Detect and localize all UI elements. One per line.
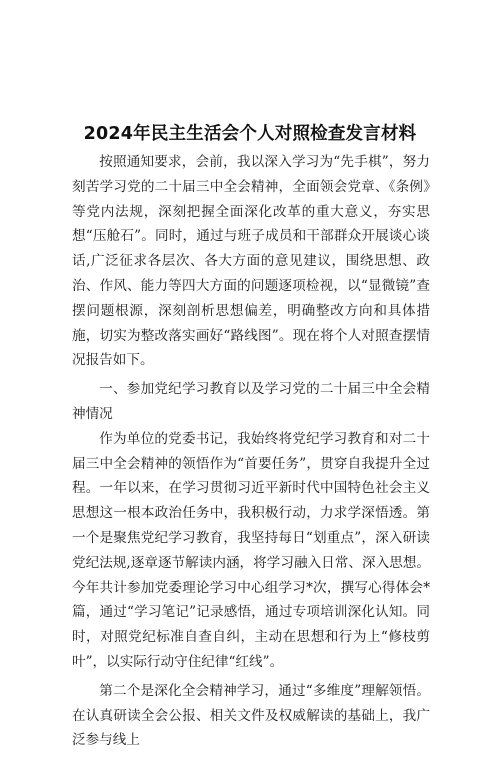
document-body — [72, 150, 430, 757]
document-title: 2024年民主生活会个人对照检查发言材料 — [83, 124, 417, 144]
body-paragraph-1: 作为单位的党委书记，我始终将党纪学习教育和对二十届三中全会精神的领悟作为“首要任务”，贯穿自我提升全过程。一年以来，在学习贯彻习近平新时代中国特色社会主义思想这一根本政治任务中，我积极行动，力求学深悟透。第一个是聚焦党纪学习教育，我坚持每日“划重点”，深入研读党纪法规,逐章逐节解读内涵，将学习融入日常、深入思想。今年共计参加党委理论学习中心组学习*次，撰写心得体会*篇，通过“学习笔记”记录感悟，通过专项培训深化认知。同时，对照党纪标准自查自纠，主动在思想和行为上“修枝剪叶”，以实际行动守住纪律“红线”。 — [72, 430, 430, 670]
section-heading-1: 一、参加党纪学习教育以及学习党的二十届三中全会精神情况 — [72, 381, 430, 422]
intro-paragraph: 按照通知要求，会前，我以深入学习为“先手棋”，努力刻苦学习党的二十届三中全会精神，全面领会党章、《条例》等党内法规，深刻把握全面深化改革的重大意义，夯实思想“压舱石”。同时，通过与班子成员和干部群众开展谈心谈话,广泛征求各层次、各大方面的意见建议，围绕思想、政治、作风、能力等四大方面的问题逐项检视，以“显微镜”查摆问题根源，深刻剖析思想偏差，明确整改方向和具体措施，切实为整改落实画好“路线图”。现在将个人对照查摆情况报告如下。 — [72, 154, 430, 369]
body-paragraph-2: 第二个是深化全会精神学习，通过“多维度”理解领悟。在认真研读全会公报、相关文件及权威解读的基础上，我广泛参与线上 — [72, 682, 430, 749]
